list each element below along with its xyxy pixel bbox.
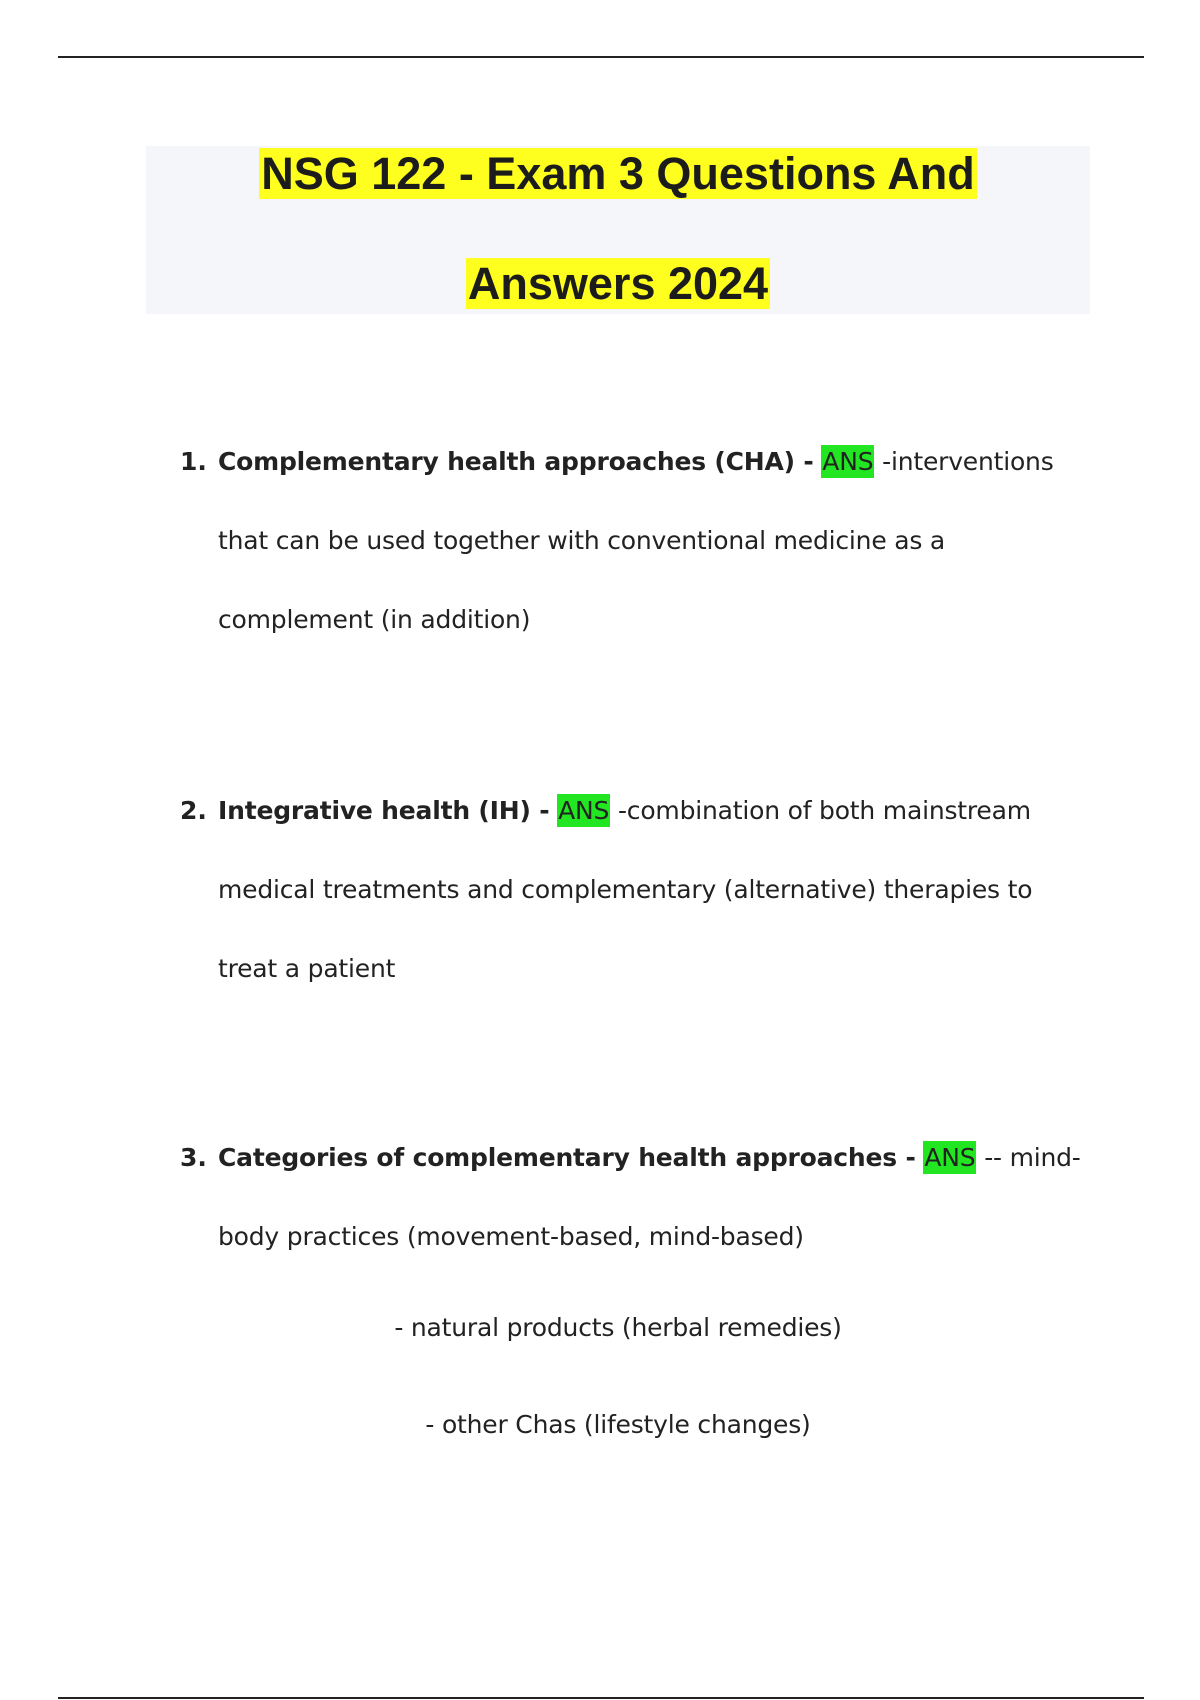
- question-number: 1.: [180, 447, 207, 476]
- question-number: 2.: [180, 796, 207, 825]
- question-body: [218, 422, 1098, 659]
- ans-tag: ANS: [558, 796, 610, 825]
- document-title-line-1: NSG 122 - Exam 3 Questions And: [261, 148, 975, 199]
- bottom-rule: [58, 1697, 1144, 1699]
- question-term: Categories of complementary health approaches -: [218, 1143, 916, 1172]
- top-rule: [58, 56, 1144, 58]
- answer-text: -interventions that can be used together with conventional medicine as a complement (in addition): [218, 447, 1054, 634]
- question-term: Integrative health (IH) -: [218, 796, 550, 825]
- title-block: [146, 146, 1090, 314]
- sub-item-natural-products: - natural products (herbal remedies): [394, 1313, 842, 1342]
- answer-text: -combination of both mainstream medical treatments and complementary (alternative) therapies to treat a patient: [218, 796, 1033, 983]
- ans-tag: ANS: [822, 447, 874, 476]
- question-number: 3.: [180, 1143, 207, 1172]
- question-body: [218, 771, 1098, 1008]
- sub-item-other-chas: - other Chas (lifestyle changes): [425, 1410, 811, 1439]
- ans-tag: ANS: [924, 1143, 976, 1172]
- question-body: [218, 1118, 1098, 1276]
- question-term: Complementary health approaches (CHA) -: [218, 447, 814, 476]
- document-title-line-2: Answers 2024: [467, 258, 769, 309]
- answer-text: -- mind-body practices (movement-based, mind-based): [218, 1143, 1081, 1251]
